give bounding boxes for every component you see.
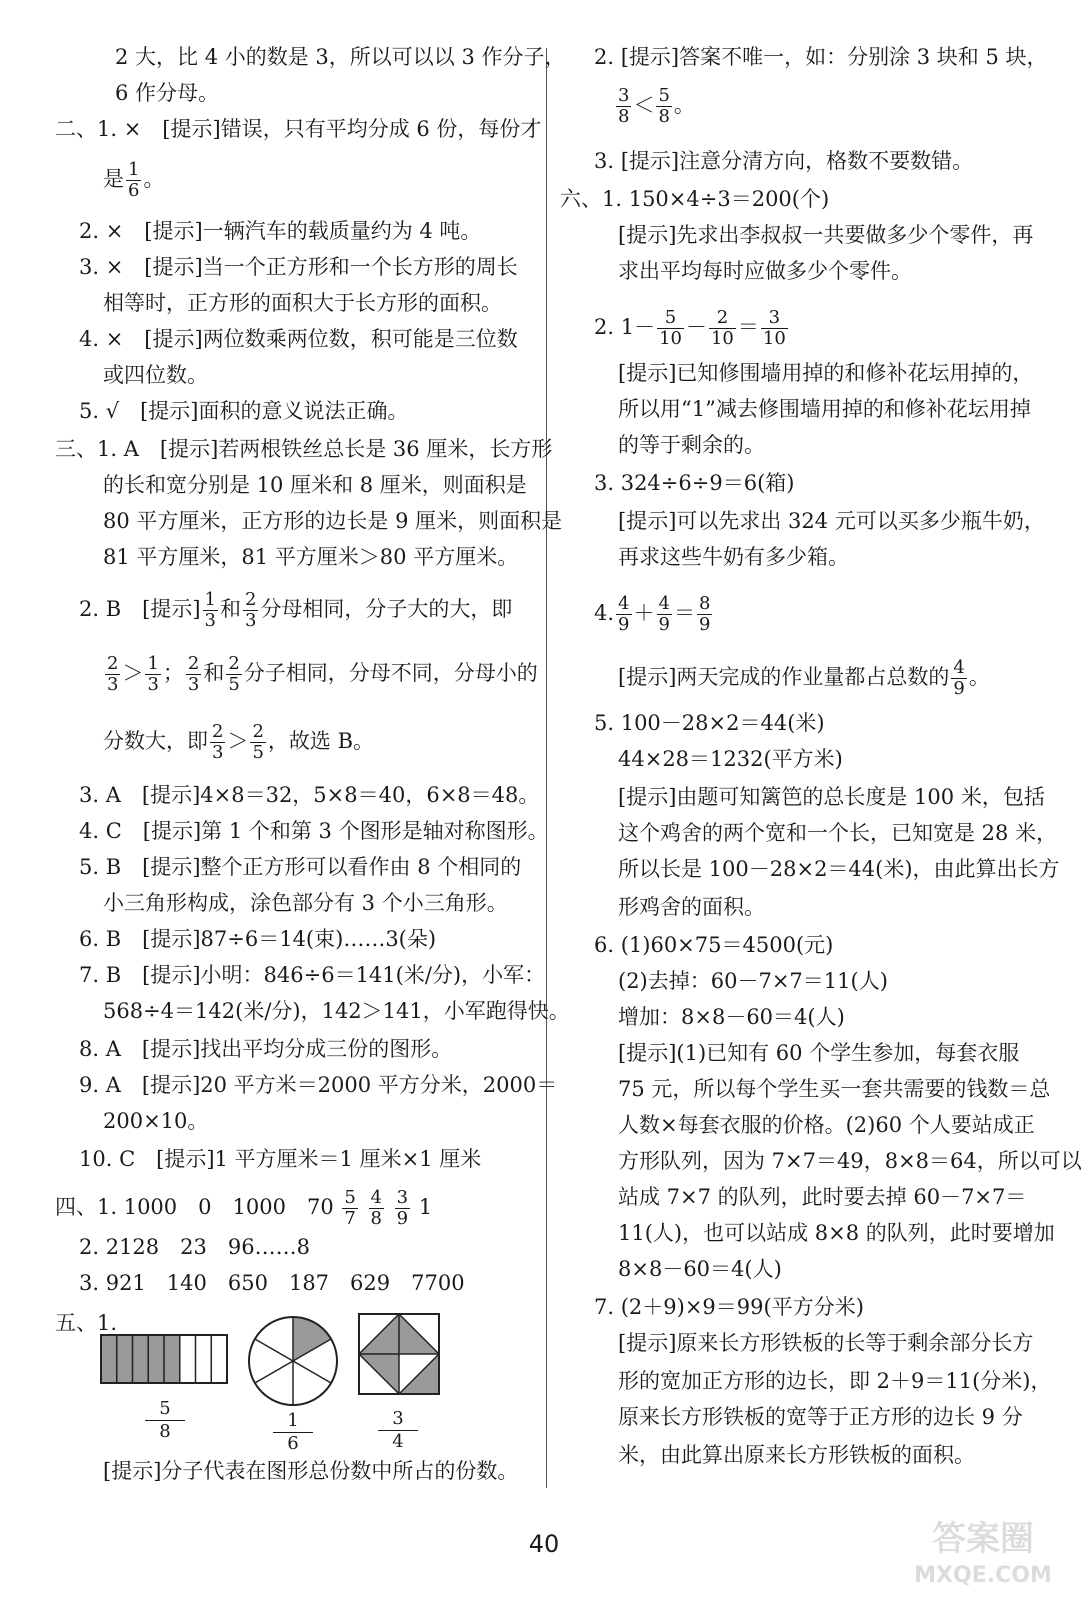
fraction: $\frac{2}{3}$	[212, 721, 224, 763]
fraction: $\frac{8}{9}$	[698, 593, 711, 635]
text-line: 568÷4＝142(米/分)，142＞141，小军跑得快。	[103, 999, 570, 1023]
circle-figure	[245, 1313, 341, 1409]
svg-text:答案圈: 答案圈	[932, 1519, 1034, 1559]
column-divider	[546, 48, 547, 1488]
text-line: 增加：8×8－60＝4(人)	[618, 1005, 845, 1029]
section-2-item-3: 3. × [提示]当一个正方形和一个长方形的周长	[79, 255, 518, 279]
rectangle-figure	[100, 1334, 230, 1386]
text-line: [提示](1)已知有 60 个学生参加，每套衣服	[618, 1041, 1020, 1065]
fraction: $\frac{2}{5}$	[252, 721, 264, 763]
section-6-item-5: 5. 100－28×2＝44(米)	[594, 711, 825, 735]
fraction: $\frac{1}{3}$	[147, 653, 159, 695]
fraction: $\frac{1}{3}$	[204, 589, 216, 631]
text-line: 这个鸡舍的两个宽和一个长，已知宽是 28 米，	[618, 821, 1058, 845]
text-line: [提示]由题可知篱笆的总长度是 100 米，包括	[618, 785, 1045, 809]
section-3-item-1: 三、1. A [提示]若两根铁丝总长是 36 厘米，长方形	[55, 437, 553, 461]
section-3-item-9: 9. A [提示]20 平方米＝2000 平方分米，2000＝	[79, 1073, 558, 1097]
fraction: $\frac{4}{8}$	[370, 1187, 382, 1229]
section-6-item-2: 2. 1－ $\frac{5}{10}$ － $\frac{2}{10}$ ＝ $\frac{3}{10}$	[594, 307, 786, 349]
text-line: $\frac{3}{8}$ ＜ $\frac{5}{8}$ 。	[618, 85, 695, 127]
fraction: $\frac{2}{3}$	[107, 653, 119, 695]
text-line: [提示]可以先求出 324 元可以买多少瓶牛奶，	[618, 509, 1045, 533]
text-line: 站成 7×7 的队列，此时要去掉 60－7×7＝	[618, 1185, 1027, 1209]
fraction: $\frac{4}{9}$	[658, 593, 670, 635]
fraction: $\frac{4}{9}$	[618, 593, 630, 635]
fraction: $\frac{3}{9}$	[396, 1187, 409, 1229]
text-line: 求出平均每时应做多少个零件。	[618, 259, 912, 283]
text-line: (2)去掉：60－7×7＝11(人)	[618, 969, 888, 993]
section-5-item-1: 五、1.	[55, 1311, 118, 1335]
text-line: 再求这些牛奶有多少箱。	[618, 545, 849, 569]
text-line: 200×10。	[103, 1109, 209, 1133]
section-3-item-5: 5. B [提示]整个正方形可以看作由 8 个相同的	[79, 855, 522, 879]
section-2-item-5: 5. √ [提示]面积的意义说法正确。	[79, 399, 409, 423]
text-line: 2 大，比 4 小的数是 3，所以可以以 3 作分子，	[115, 45, 566, 69]
section-2-item-1-cont: 是 $\frac{1}{6}$ 。	[103, 159, 165, 201]
fraction: $\frac{3}{8}$	[618, 85, 630, 127]
text-line: 米，由此算出原来长方形铁板的面积。	[618, 1443, 975, 1467]
section-5-hint: [提示]分子代表在图形总份数中所占的份数。	[103, 1459, 519, 1483]
section-2-item-4: 4. × [提示]两位数乘两位数，积可能是三位数	[79, 327, 518, 351]
text-line: 或四位数。	[103, 363, 208, 387]
text-line: [提示]原来长方形铁板的长等于剩余部分长方	[618, 1331, 1034, 1355]
text-line: 原来长方形铁板的宽等于正方形的边长 9 分	[618, 1405, 1023, 1429]
section-6-item-7: 7. (2＋9)×9＝99(平方分米)	[594, 1295, 864, 1319]
section-4-item-2: 2. 2128 23 96……8	[79, 1235, 310, 1259]
svg-text:MXQE.COM: MXQE.COM	[914, 1563, 1052, 1588]
section-6-item-3: 3. 324÷6÷9＝6(箱)	[594, 471, 795, 495]
section-3-item-3: 3. A [提示]4×8＝32，5×8＝40，6×8＝48。	[79, 783, 540, 807]
section-4-item-1: 四、1. 1000 0 1000 70 $\frac{5}{7}$ $\frac{4}{8}$ $\frac{3}{9}$ 1	[55, 1187, 433, 1229]
section-2-item-1: 二、1. × [提示]错误，只有平均分成 6 份，每份才	[55, 117, 542, 141]
text-line: [提示]两天完成的作业量都占总数的 $\frac{4}{9}$ 。	[618, 657, 990, 699]
text-line: 11(人)，也可以站成 8×8 的队列，此时要增加	[618, 1221, 1055, 1245]
text-line: 的长和宽分别是 10 厘米和 8 厘米，则面积是	[103, 473, 527, 497]
fraction: $\frac{2}{5}$	[228, 653, 240, 695]
text-line: 小三角形构成，涂色部分有 3 个小三角形。	[103, 891, 508, 915]
text-line: 方形队列，因为 7×7＝49，8×8＝64，所以可以	[618, 1149, 1082, 1173]
text-line: 6 作分母。	[115, 81, 220, 105]
text-line: 8×8－60＝4(人)	[618, 1257, 782, 1281]
text-line: 形的宽加正方形的边长，即 2＋9＝11(分米)，	[618, 1369, 1052, 1393]
text-line: 81 平方厘米，81 平方厘米＞80 平方厘米。	[103, 545, 519, 569]
fraction: $\frac{2}{10}$	[710, 307, 734, 349]
page-number: 40	[528, 1530, 560, 1558]
section-3-item-2: 2. B [提示] $\frac{1}{3}$ 和 $\frac{2}{3}$ 分母相同，分子大的大，即	[79, 589, 513, 631]
text-line: 所以用“1”减去修围墙用掉的和修补花坛用掉	[618, 397, 1031, 421]
fraction: $\frac{1}{6}$	[128, 159, 140, 201]
text-line: $\frac{2}{3}$ ＞ $\frac{1}{3}$ ； $\frac{2}{3}$ 和 $\frac{2}{5}$ 分子相同，分母不同，分母小的	[107, 653, 538, 695]
section-6-item-6: 6. (1)60×75＝4500(元)	[594, 933, 834, 957]
fraction: $\frac{1}{6}$	[273, 1410, 313, 1455]
text-line: 44×28＝1232(平方米)	[618, 747, 843, 771]
section-3-item-7: 7. B [提示]小明：846÷6＝141(米/分)，小军：	[79, 963, 546, 987]
text-line: 所以长是 100－28×2＝44(米)，由此算出长方	[618, 857, 1060, 881]
section-4-item-3: 3. 921 140 650 187 629 7700	[79, 1271, 465, 1295]
fraction: $\frac{5}{8}$	[658, 85, 670, 127]
fraction: $\frac{5}{10}$	[659, 307, 682, 349]
fraction: $\frac{2}{3}$	[187, 653, 200, 695]
text-line: 80 平方厘米，正方形的边长是 9 厘米，则面积是	[103, 509, 563, 533]
watermark-logo	[898, 1510, 1068, 1590]
section-2-item-2: 2. × [提示]一辆汽车的载质量约为 4 吨。	[79, 219, 482, 243]
section-3-item-8: 8. A [提示]找出平均分成三份的图形。	[79, 1037, 453, 1061]
fraction: $\frac{4}{9}$	[953, 657, 965, 699]
fraction: $\frac{3}{4}$	[378, 1408, 418, 1453]
fraction: $\frac{5}{7}$	[344, 1187, 356, 1229]
section-6-item-4: 4. $\frac{4}{9}$ ＋ $\frac{4}{9}$ ＝ $\frac{8}{9}$	[594, 593, 711, 635]
section-5-item-2: 2. [提示]答案不唯一，如：分别涂 3 块和 5 块，	[594, 45, 1048, 69]
text-line: [提示]先求出李叔叔一共要做多少个零件，再	[618, 223, 1034, 247]
text-line: 的等于剩余的。	[618, 433, 765, 457]
text-line: 人数×每套衣服的价格。(2)60 个人要站成正	[618, 1113, 1035, 1137]
fraction: $\frac{3}{10}$	[762, 307, 786, 349]
square-figure	[357, 1312, 441, 1396]
section-3-item-6: 6. B [提示]87÷6＝14(束)……3(朵)	[79, 927, 437, 951]
section-5-item-3: 3. [提示]注意分清方向，格数不要数错。	[594, 149, 974, 173]
text-line: 相等时，正方形的面积大于长方形的面积。	[103, 291, 502, 315]
text-line: 分数大，即 $\frac{2}{3}$ ＞ $\frac{2}{5}$ ，故选 B。	[103, 721, 375, 763]
section-3-item-10: 10. C [提示]1 平方厘米＝1 厘米×1 厘米	[79, 1147, 482, 1171]
section-3-item-4: 4. C [提示]第 1 个和第 3 个图形是轴对称图形。	[79, 819, 549, 843]
text-line: [提示]已知修围墙用掉的和修补花坛用掉的，	[618, 361, 1034, 385]
section-6-item-1: 六、1. 150×4÷3＝200(个)	[560, 187, 830, 211]
text-line: 形鸡舍的面积。	[618, 895, 765, 919]
fraction: $\frac{2}{3}$	[244, 589, 257, 631]
text-line: 75 元，所以每个学生买一套共需要的钱数＝总	[618, 1077, 1051, 1101]
fraction: $\frac{5}{8}$	[145, 1398, 185, 1443]
